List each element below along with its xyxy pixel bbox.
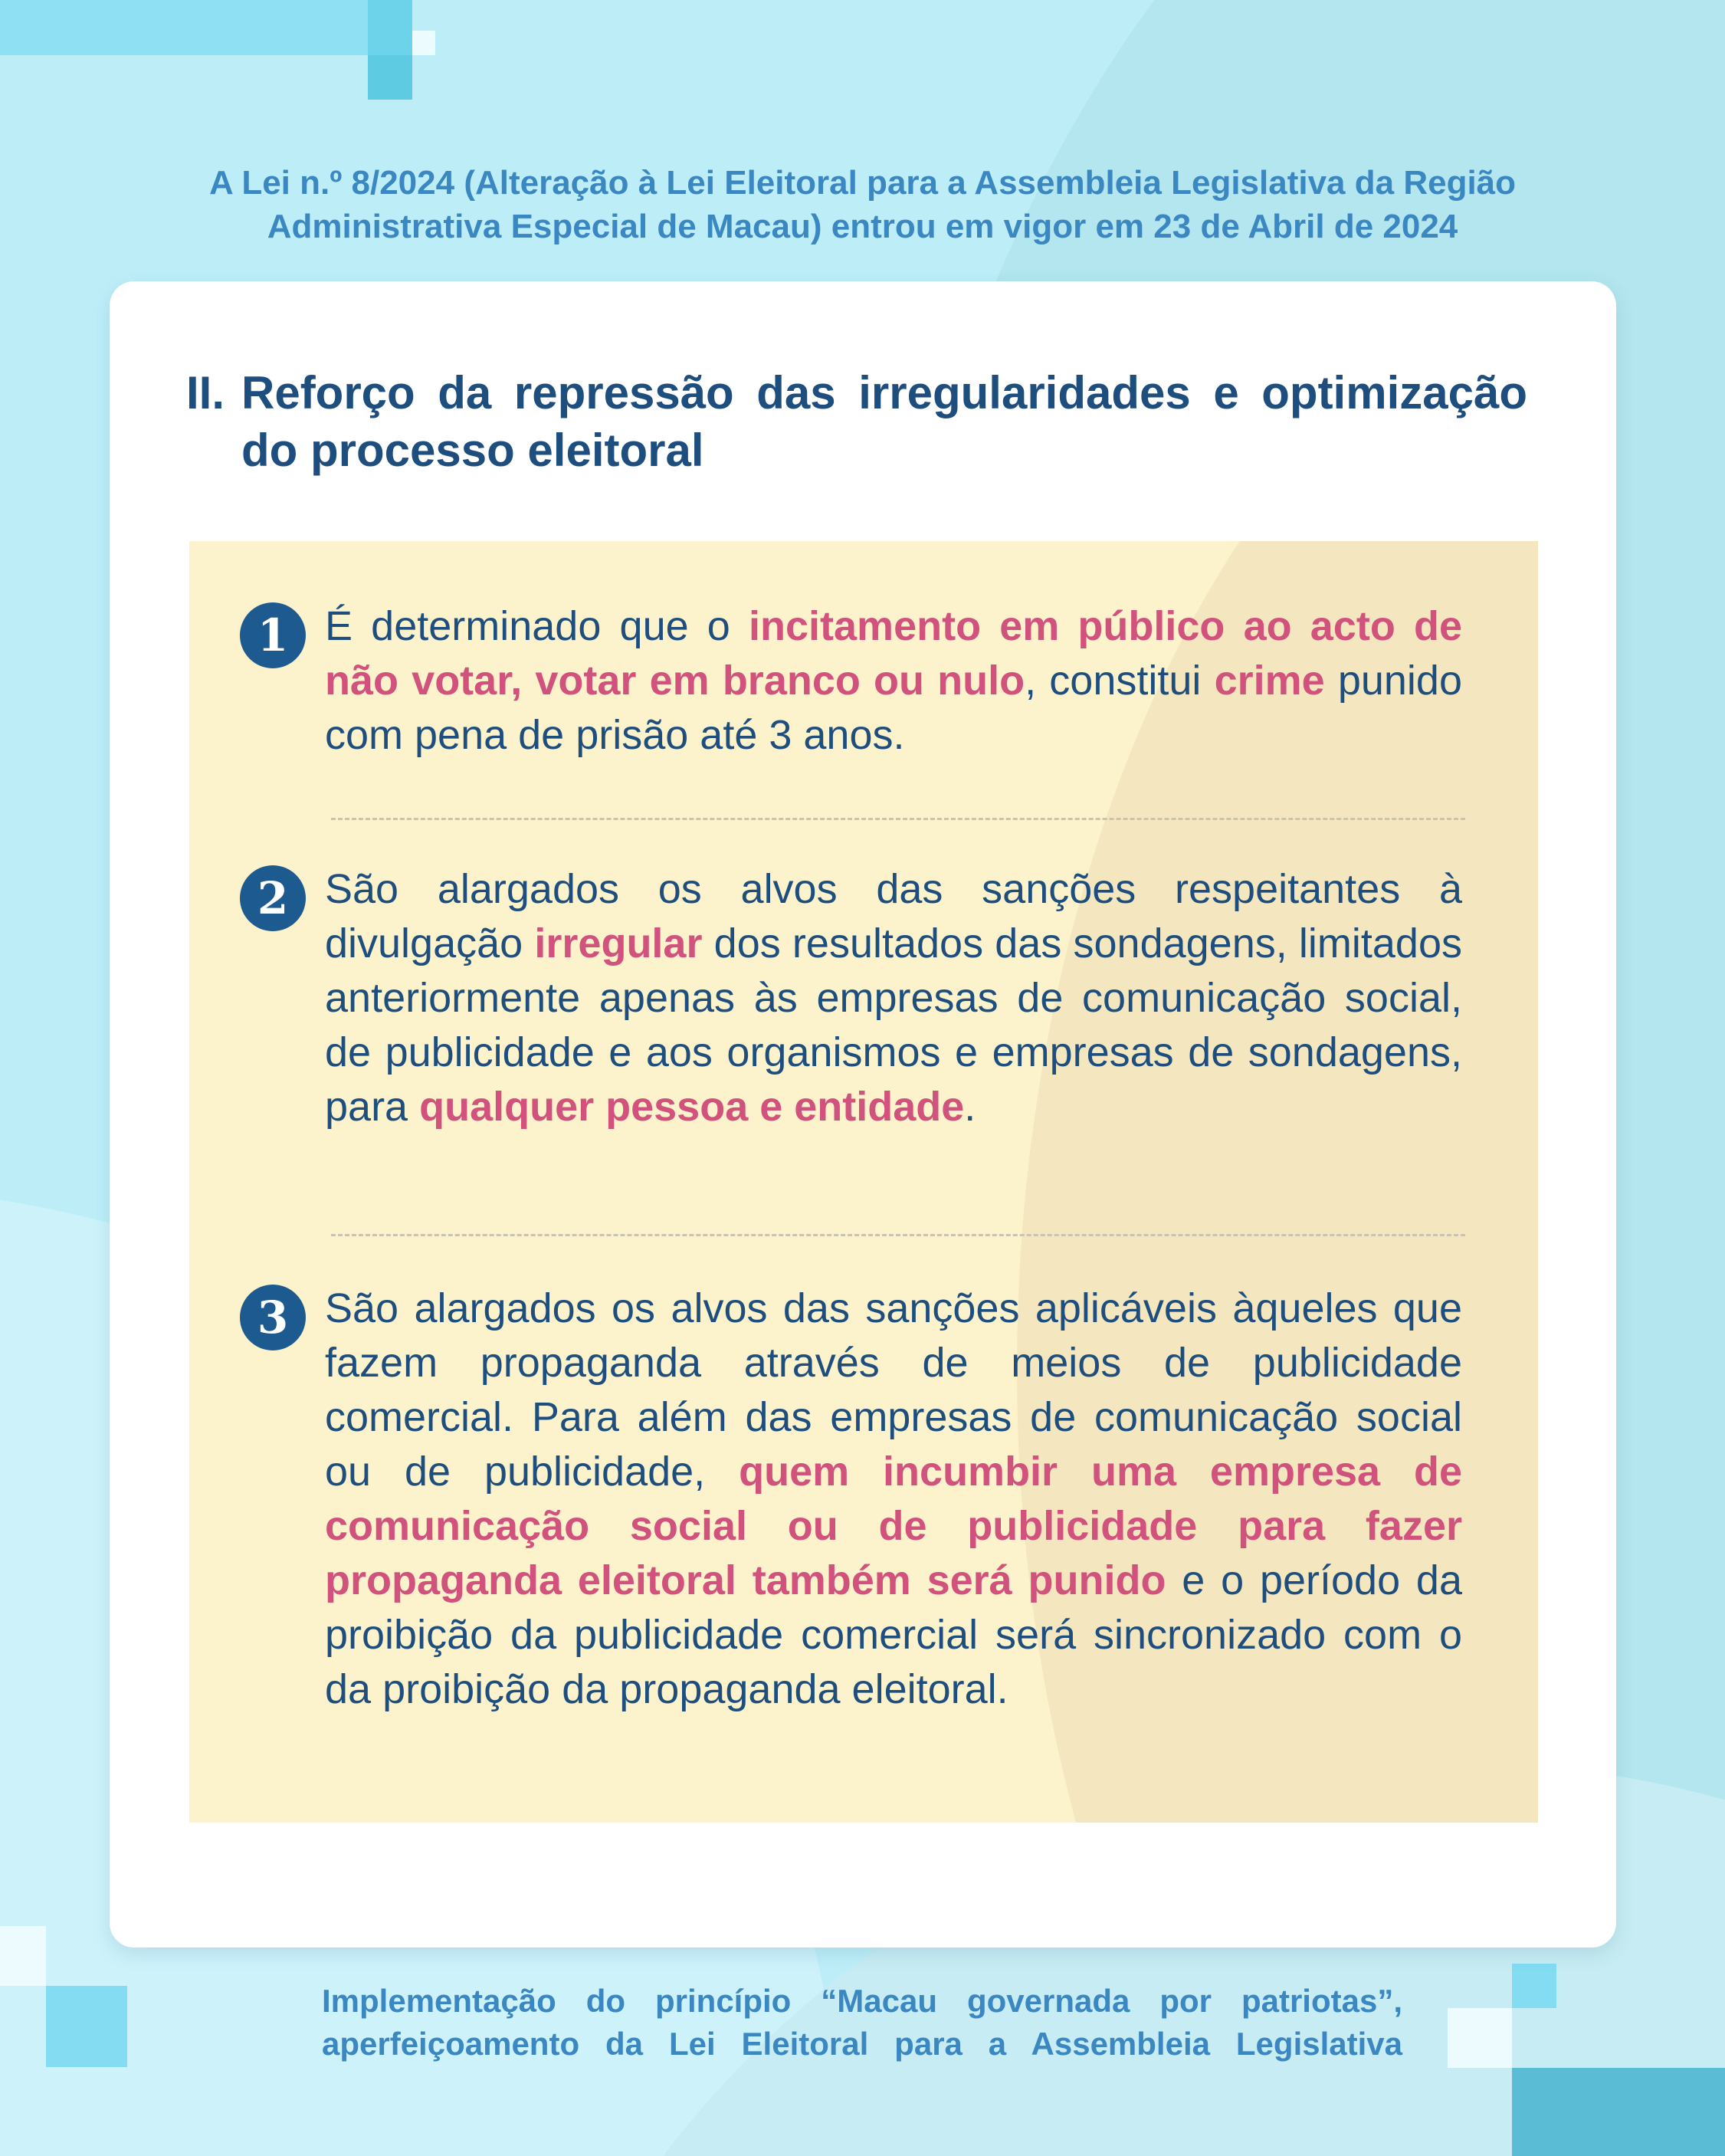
highlighted-text: qualquer pessoa e entidade: [419, 1084, 965, 1130]
item-text: [325, 862, 1462, 1134]
dashed-divider: [331, 818, 1465, 820]
list-item: [240, 599, 1462, 763]
dashed-divider: [331, 1234, 1465, 1236]
highlighted-text: quem incumbir uma empresa de comunicação social ou de publicidade para fazer propaganda eleitoral também será punido: [325, 1449, 1463, 1603]
highlighted-text: crime: [1214, 658, 1325, 704]
number-badge: 3: [240, 1285, 306, 1350]
header-line: A Lei n.º 8/2024 (Alteração à Lei Eleitoral para a Assembleia Legislativa da Região: [208, 164, 1517, 202]
decorative-square: [368, 0, 412, 55]
item-text-segment: .: [964, 1084, 976, 1130]
decorative-square: [1512, 1964, 1556, 2008]
footer-line: Implementação do princípio “Macau governada por patriotas”,: [322, 1983, 1402, 2019]
item-text-segment: , constitui: [1025, 658, 1215, 704]
item-text: [325, 1281, 1462, 1717]
section-heading: Reforço da repressão das irregularidades e optimização do processo eleitoral: [241, 367, 1527, 476]
list-item: [240, 1281, 1462, 1717]
item-text-segment: e o período da proibição da publicidade comercial será sincronizado com o da proibição da propaganda eleitoral.: [325, 1557, 1462, 1712]
item-text-segment: punido com pena de prisão até 3 anos.: [325, 658, 1462, 758]
footer-slogan: [322, 1980, 1402, 2066]
decorative-square: [46, 1986, 127, 2067]
decorative-square: [1448, 2008, 1512, 2068]
highlighted-text: irregular: [534, 920, 703, 966]
item-text-segment: É determinado que o: [325, 603, 749, 649]
number-badge: 2: [240, 865, 306, 931]
section-number: II.: [186, 367, 225, 418]
item-text-segment: dos resultados das sondagens, limitados anteriormente apenas às empresas de comunicação social, de publicidade e aos organismos e empresas de sondagens, para: [325, 920, 1462, 1130]
decorative-square: [412, 31, 435, 55]
decorative-square: [0, 0, 368, 55]
decorative-square: [1512, 2068, 1725, 2156]
item-text-segment: São alargados os alvos das sanções respeitantes à divulgação: [325, 866, 1462, 966]
item-text-segment: São alargados os alvos das sanções aplicáveis àqueles que fazem propaganda através de meios de publicidade comercial. Para além das empresas de comunicação social ou de publicidade,: [325, 1285, 1462, 1495]
footer-line: aperfeiçoamento da Lei Eleitoral para a Assembleia Legislativa: [322, 2026, 1402, 2062]
number-badge: 1: [240, 602, 306, 668]
decorative-square: [368, 55, 412, 100]
section-title: [186, 364, 1527, 479]
item-text: [325, 599, 1462, 763]
highlighted-text: incitamento em público ao acto de não votar, votar em branco ou nulo: [325, 603, 1462, 704]
header-banner: [92, 161, 1633, 248]
decorative-square: [0, 1926, 46, 1986]
list-item: [240, 862, 1462, 1134]
header-line: Administrativa Especial de Macau) entrou em vigor em 23 de Abril de 2024: [267, 208, 1458, 245]
